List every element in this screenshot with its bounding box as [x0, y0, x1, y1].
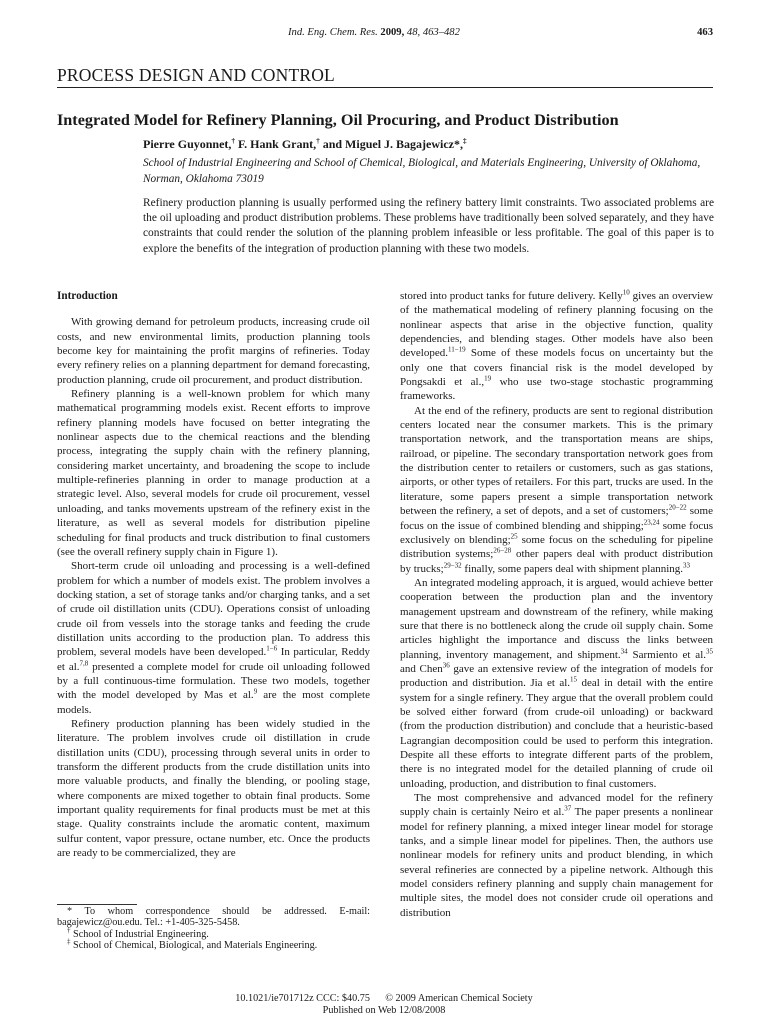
footnote-rule [57, 904, 137, 905]
citation: 9 [253, 687, 258, 696]
journal-name: Ind. Eng. Chem. Res. [288, 27, 378, 38]
citation: 10 [622, 288, 630, 297]
citation: 19 [484, 374, 492, 383]
left-column [57, 289, 370, 860]
citation: 36 [442, 661, 450, 670]
page-number: 463 [697, 27, 713, 38]
citation: 34 [620, 646, 628, 655]
citation: 25 [510, 532, 518, 541]
paragraph: stored into product tanks for future delivery. Kelly$^{10}$ gives an overview of the mathematical modeling of refinery planning focusing on the nonlinear aspects that arise in the objective function, quality dependencies, and blending stages. Other models have also been developed.$^{11-19}$ Some of these models focus on uncertainty but the only one that covers financial risk is the model developed by Pongsakdi et al.,$^{19}$ who use two-stage stochastic programming frameworks. [400, 288, 714, 403]
paragraph: The most comprehensive and advanced model for the refinery supply chain is certainly Neiro et al.$^{37}$ The paper presents a nonlinear model for refinery planning, a mixed integer linear model for storage tanks, and a simple linear model for pipelines. Then, the authors use nonlinear models for refinery units and product blending, in which several refineries are connected by a pipeline network. Although this model considers refinery planning and supply chain management for multiple sites, the model does not consider crude oil operations and distribution [400, 792, 713, 919]
author-mark: † [316, 137, 320, 145]
author-name: Pierre Guyonnet, [143, 137, 232, 151]
citation: 15 [570, 675, 578, 684]
section-rule [57, 87, 713, 88]
copyright-text: © 2009 American Chemical Society [385, 993, 533, 1004]
citation: 1−6 [266, 644, 278, 653]
citation: 26−28 [493, 546, 512, 555]
citation: 23,24 [643, 517, 660, 526]
footnote-affil-1: † School of Industrial Engineering. [67, 926, 209, 940]
footnote-correspondence: * To whom correspondence should be addressed. E-mail: bagajewicz@ou.edu. Tel.: +1-405-325-5458. [57, 906, 370, 929]
running-head [288, 27, 460, 38]
footer-published: Published on Web 12/08/2008 [322, 1005, 446, 1016]
paragraph: At the end of the refinery, products are sent to regional distribution centers located near the consumer markets. This is the primary transportation network, and the transportation means are ships, railroad, or pipeline. The secondary transportation network goes from the distribution center to retailers or customers, such as gas stations, airports, or other types of retailers. For this part, trucks are used. In the literature, some papers present a simple transportation network between the refinery, a set of depots, and a set of customers;$^{20-22}$ some focus on the issue of combined blending and shipping;$^{23,24}$ some focus exclusively on blending;$^{25}$ some focus on the scheduling for pipeline distribution systems;$^{26-28}$ other papers deal with product distribution by trucks;$^{29-32}$ finally, some papers deal with shipment planning.$^{33}$ [400, 404, 713, 575]
article-title: Integrated Model for Refinery Planning, Oil Procuring, and Product Distribution [57, 111, 619, 129]
citation: 20−22 [668, 503, 687, 512]
author-name: and Miguel J. Bagajewicz*, [322, 137, 464, 151]
footnote-affil-2: ‡ School of Chemical, Biological, and Materials Engineering. [67, 937, 318, 951]
footer-doi [0, 993, 768, 1004]
author-mark: ‡ [463, 137, 467, 145]
affiliation: School of Industrial Engineering and School of Chemical, Biological, and Materials Engineering, University of Oklahoma, Norman, Oklahoma 73019 [143, 157, 701, 185]
paragraph: With growing demand for petroleum products, increasing crude oil costs, and new environmental limits, production planning tools become key for maintaining the profit margins of refineries. Today every refinery relies on a planning department for demand forecasting, production planning, crude oil procurement, and product distribution. [57, 316, 370, 386]
section-label: PROCESS DESIGN AND CONTROL [57, 65, 335, 85]
citation: 7,8 [79, 658, 89, 667]
paragraph: Refinery planning is a well-known problem for which many mathematical programming models exist. Recent efforts to improve refinery planning models have focused on better integrating the nonlinear aspects due to the chemical reactions and the blending process, integrating the supply chain with the refinery planning, considering market uncertainty, and broadening the scope to include multiple-refineries planning in order to manage production at a strategic level. Also, several models for crude oil procurement, vessel unloading, and tanks movements upstream of the refinery exist in the literature, as well as several models for distribution pipeline scheduling for final products and truck distribution to final customers (see the overall refinery supply chain in Figure 1). [57, 388, 370, 558]
journal-pages: 463–482 [422, 27, 460, 38]
author-list [143, 137, 467, 152]
citation: 29−32 [443, 560, 462, 569]
paragraph: An integrated modeling approach, it is argued, would achieve better cooperation between the production plan and the inventory management upstream and downstream of the refinery, while making sure that there is no bottleneck along the crude oil supply chain. Some articles highlight the importance and discuss the links between planning, inventory management, and shipment.$^{34}$ Sarmiento et al.$^{35}$ and Chen$^{36}$ gave an extensive review of the integration of models for production and distribution. Jia et al.$^{15}$ deal in detail with the entire system for a single refinery. They argue that the overall problem could be solved either forward (from crude-oil unloading) or backward (from the production distribution) and conclude that a heuristic-based Lagrangian decomposition could be used to perform this integration. Despite all these efforts to integrate different parts of the problem, there is no integrated model for the detailed planning of crude oil unloading, production, and distribution to final customers. [400, 576, 713, 790]
author-name: F. Hank Grant, [237, 137, 317, 151]
doi-text: 10.1021/ie701712z CCC: $40.75 [235, 993, 370, 1004]
abstract: Refinery production planning is usually performed using the refinery battery limit constraints. Two associated problems are the oil uploading and product distribution problems. These problems have traditionally been solved separately, and they have constraints that could render the solution of the planning problem infeasible or less profitable. The goal of this paper is to explore the benefits of the integration of production planning with these two models. [143, 197, 714, 255]
journal-year: 2009, [380, 27, 405, 38]
journal-volume: 48, [406, 27, 421, 38]
citation: 37 [564, 804, 572, 813]
citation: 35 [706, 646, 713, 655]
section-heading: Introduction [57, 290, 118, 302]
citation: 33 [683, 560, 691, 569]
citation: 11−19 [447, 345, 466, 354]
paragraph: Refinery production planning has been widely studied in the literature. The problem involves crude oil distillation in crude distillation units (CDU), processing through several units in order to transform the different products from the crude distillation units into more valuable products, and finally the blending, or pooling stage, where components are mixed together to obtain final products. Some important quality requirements for final products must be met at this stage. Quality constraints include the aromatic content, maximum sulfur content, vapor pressure, octane number, etc. Once the products are ready to be commercialized, they are [57, 717, 370, 860]
author-mark: † [231, 137, 235, 145]
footnotes [57, 906, 370, 951]
right-column [400, 289, 713, 920]
paragraph: Short-term crude oil unloading and processing is a well-defined problem for which a number of models exist. The problem involves a docking station, a set of storage tanks and/or charging tanks, and a set of crude oil distillation units (CDU). Operations consist of unloading crude oil from vessels into the storage tanks and feeding the crude distillation units according to the production plan. To address this problem, several models have been developed.$^{1-6}$ In particular, Reddy et al.$^{7,8}$ presented a complete model for crude oil unloading followed by a full continuous-time formulation. These two models, together with the model developed by Mas et al.$^9$ are the most complete models. [57, 560, 371, 716]
